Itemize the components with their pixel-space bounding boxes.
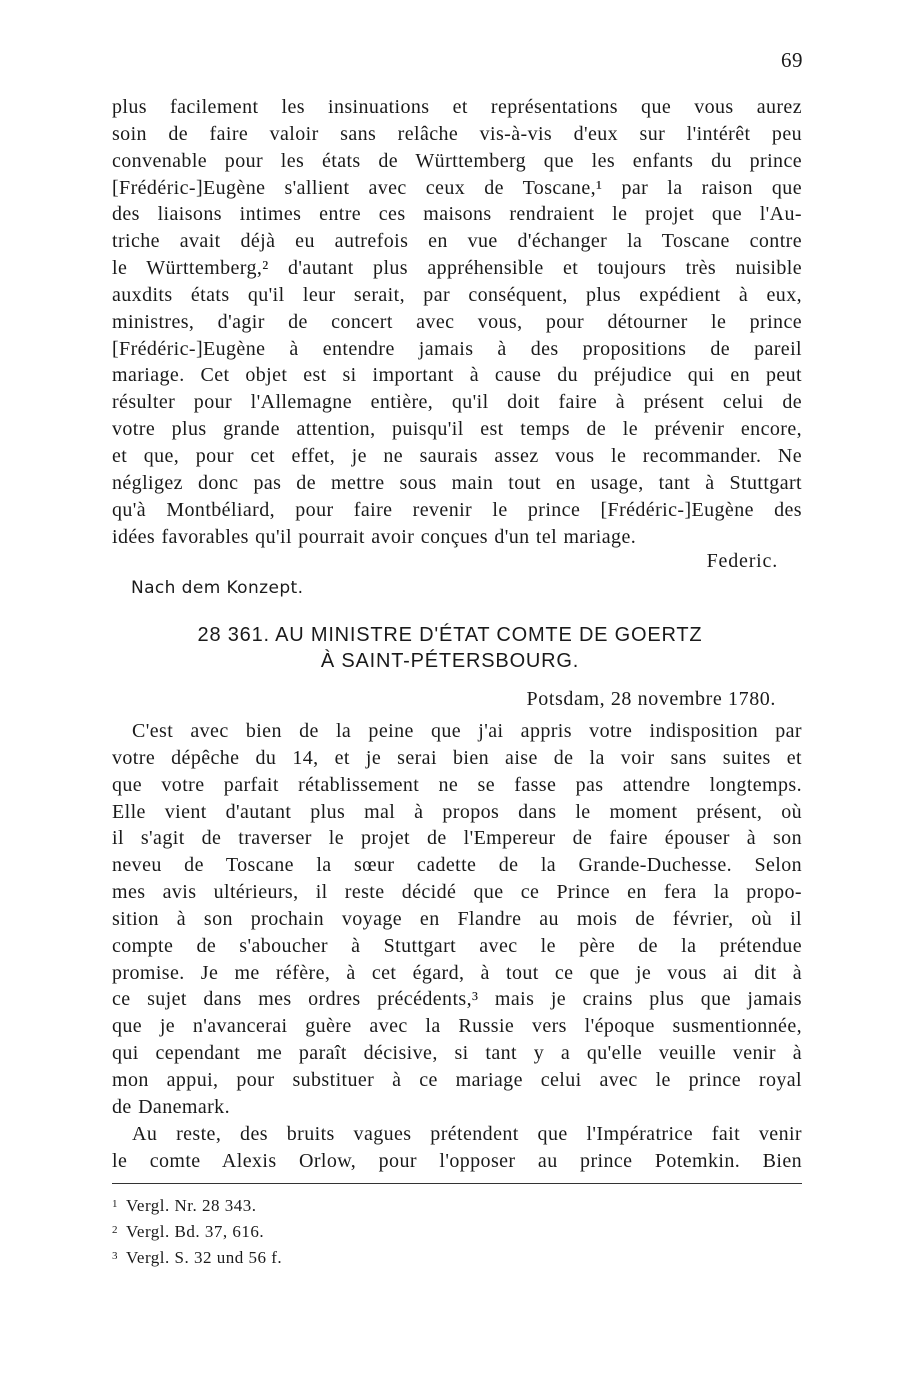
letter-continuation-paragraph xyxy=(112,94,802,550)
text-line: votre dépêche du 14, et je serai bien aise de la voir sans suites et xyxy=(112,746,802,769)
footnote-mark: 3 xyxy=(112,1250,118,1262)
heading-line-1: 28 361. AU MINISTRE D'ÉTAT COMTE DE GOERTZ xyxy=(197,624,703,646)
footnote xyxy=(112,1192,802,1218)
text-line: auxdits états qu'il leur serait, par conséquent, plus expédient à eux, xyxy=(112,283,802,306)
text-line: mon appui, pour substituer à ce mariage celui avec le prince royal xyxy=(112,1068,802,1091)
text-line: promise. Je me réfère, à cet égard, à tout ce que je vous ai dit à xyxy=(112,961,802,984)
footnote-text: Vergl. S. 32 und 56 f. xyxy=(126,1248,283,1267)
dateline: Potsdam, 28 novembre 1780. xyxy=(526,688,776,710)
text-line: que votre parfait rétablissement ne se fasse pas attendre longtemps. xyxy=(112,773,802,796)
text-line: plus facilement les insinuations et représentations que vous aurez xyxy=(112,96,802,118)
footnote-text: Vergl. Bd. 37, 616. xyxy=(126,1222,265,1241)
text-line: que je n'avancerai guère avec la Russie vers l'époque susmentionnée, xyxy=(112,1015,802,1038)
text-line: compte de s'aboucher à Stuttgart avec le père de la prétendue xyxy=(112,934,802,957)
source-note: Nach dem Konzept. xyxy=(131,578,304,598)
text-line: C'est avec bien de la peine que j'ai appris votre indisposition par xyxy=(132,720,802,742)
text-line: votre plus grande attention, puisqu'il est temps de le prévenir encore, xyxy=(112,418,802,441)
text-line: qu'à Montbéliard, pour faire revenir le prince [Frédéric-]Eugène des xyxy=(112,498,802,521)
letter-heading xyxy=(100,622,800,674)
signature: Federic. xyxy=(706,550,778,572)
text-line: mariage. Cet objet est si important à cause du préjudice qui en peut xyxy=(112,364,802,387)
letter-body-paragraph-1 xyxy=(112,718,802,1121)
footnote xyxy=(112,1218,802,1244)
text-line: le Württemberg,² d'autant plus appréhensible et toujours très nuisible xyxy=(112,257,802,280)
footnote-mark: 2 xyxy=(112,1224,118,1236)
footnote-text: Vergl. Nr. 28 343. xyxy=(126,1196,257,1215)
letter-body-paragraph-2 xyxy=(112,1121,802,1175)
text-line: soin de faire valoir sans relâche vis-à-vis d'eux sur l'intérêt peu xyxy=(112,122,802,145)
text-line: le comte Alexis Orlow, pour l'opposer au prince Potemkin. Bien xyxy=(112,1149,802,1172)
text-line: il s'agit de traverser le projet de l'Empereur de faire épouser à son xyxy=(112,827,802,850)
footnotes xyxy=(112,1192,802,1270)
text-line: sition à son prochain voyage en Flandre au mois de février, où il xyxy=(112,907,802,930)
text-line: Au reste, des bruits vagues prétendent que l'Impératrice fait venir xyxy=(132,1123,802,1145)
text-line: triche avait déjà eu autrefois en vue d'échanger la Toscane contre xyxy=(112,230,802,253)
heading-line-2: À SAINT-PÉTERSBOURG. xyxy=(320,650,580,672)
text-line: convenable pour les états de Württemberg que les enfants du prince xyxy=(112,149,802,172)
text-line: mes avis ultérieurs, il reste décidé que ce Prince en fera la propo- xyxy=(112,881,802,904)
text-line: des liaisons intimes entre ces maisons rendraient le projet que l'Au- xyxy=(112,203,802,226)
text-line: ce sujet dans mes ordres précédents,³ mais je crains plus que jamais xyxy=(112,988,802,1011)
text-line: [Frédéric-]Eugène s'allient avec ceux de Toscane,¹ par la raison que xyxy=(112,176,802,199)
text-line: de Danemark. xyxy=(112,1095,230,1118)
text-line: et que, pour cet effet, je ne saurais assez vous le recommander. Ne xyxy=(112,444,802,467)
footnote-divider xyxy=(112,1183,802,1184)
page-number: 69 xyxy=(781,48,803,72)
text-line: qui cependant me paraît décisive, si tant y a qu'elle veuille venir à xyxy=(112,1042,802,1065)
footnote xyxy=(112,1244,802,1270)
footnote-mark: 1 xyxy=(112,1198,118,1210)
text-line: idées favorables qu'il pourrait avoir conçues d'un tel mariage. xyxy=(112,525,637,548)
text-line: résulter pour l'Allemagne entière, qu'il doit faire à présent celui de xyxy=(112,391,802,414)
text-line: Elle vient d'autant plus mal à propos dans le moment présent, où xyxy=(112,800,802,823)
text-line: neveu de Toscane la sœur cadette de la Grande-Duchesse. Selon xyxy=(112,854,802,877)
text-line: négligez donc pas de mettre sous main tout en usage, tant à Stuttgart xyxy=(112,471,802,494)
text-line: ministres, d'agir de concert avec vous, pour détourner le prince xyxy=(112,310,802,333)
text-line: [Frédéric-]Eugène à entendre jamais à des propositions de pareil xyxy=(112,337,802,360)
